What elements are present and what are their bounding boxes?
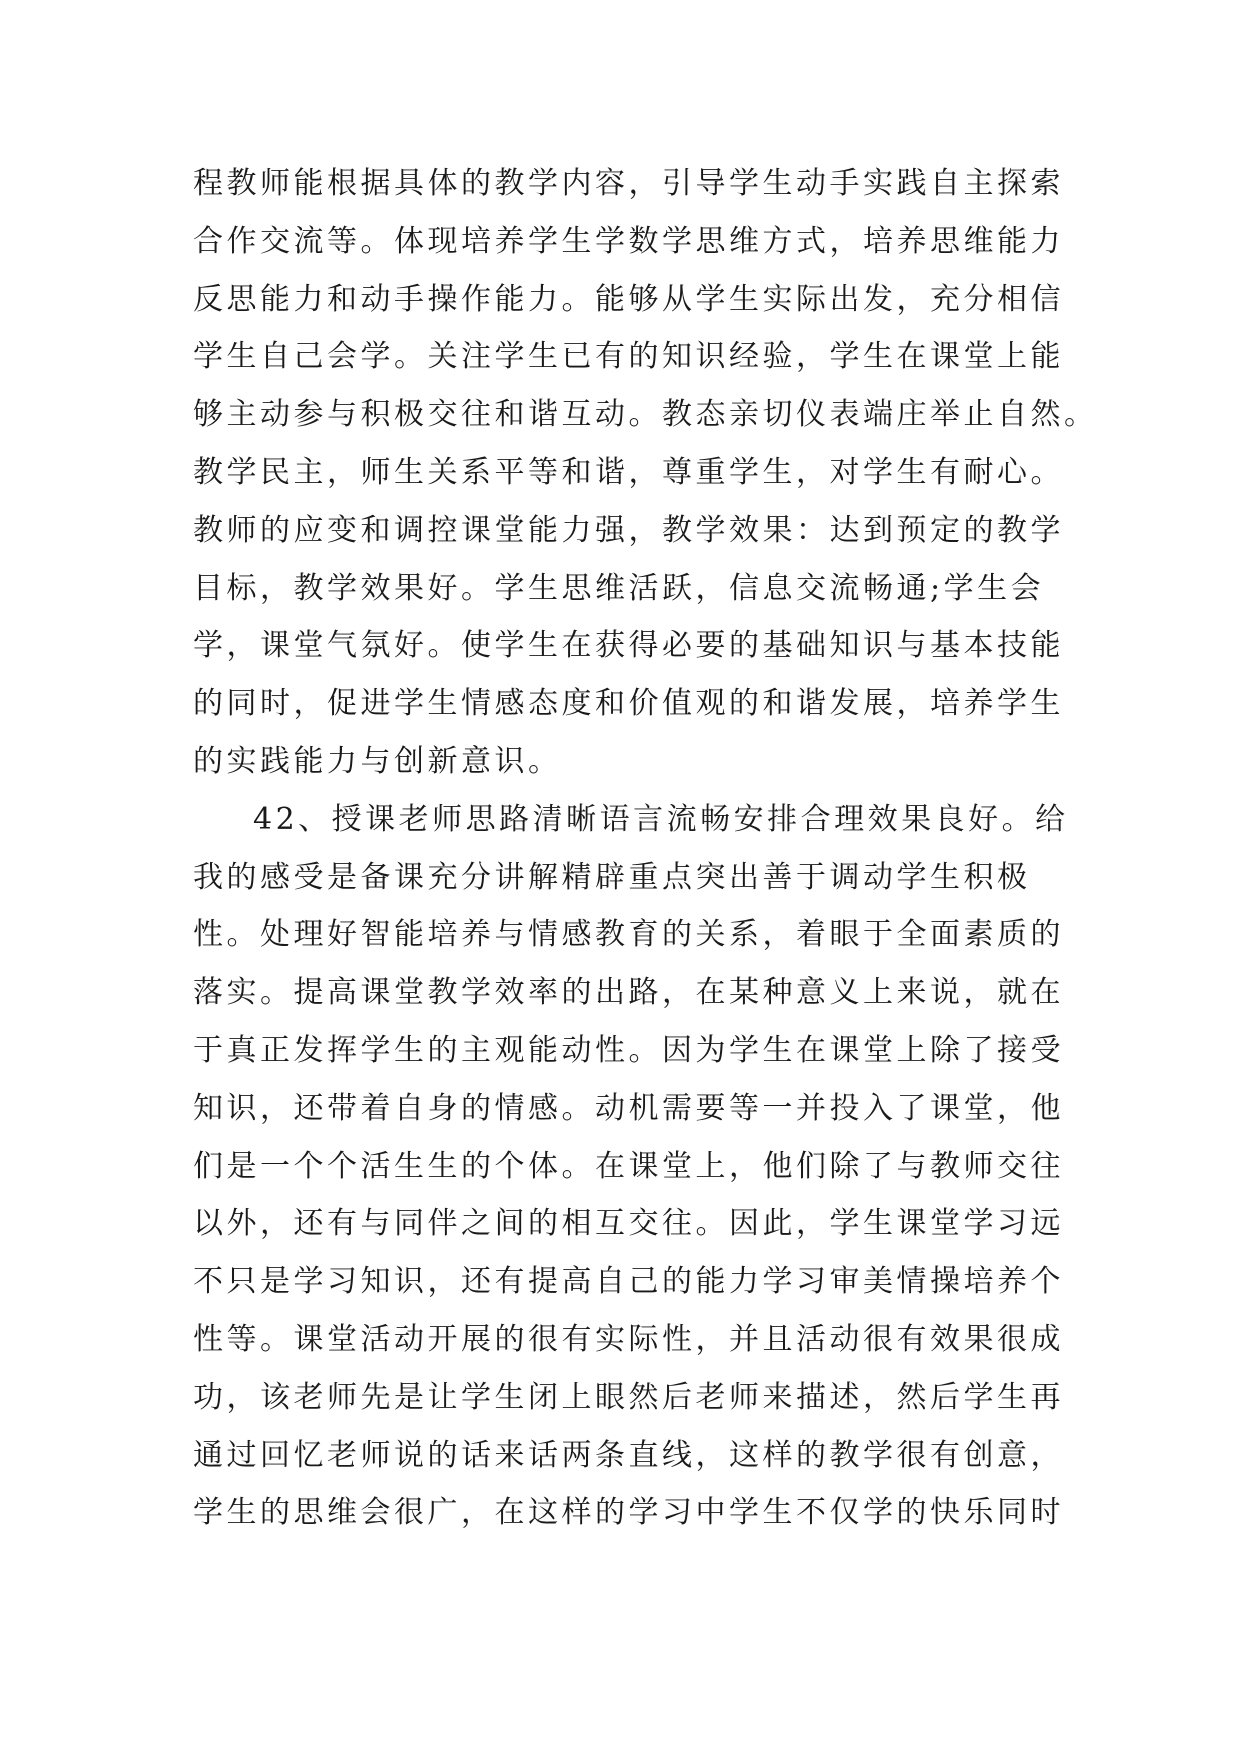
text-line: 目标，教学效果好。学生思维活跃，信息交流畅通;学生会 [193,570,1045,606]
body-text [193,155,1098,1542]
text-line: 教学民主，师生关系平等和谐，尊重学生，对学生有耐心。 [193,454,1064,490]
text-line: 性。处理好智能培养与情感教育的关系，着眼于全面素质的 [193,917,1064,953]
paragraph-start-line: 42、授课老师思路清晰语言流畅安排合理效果良好。给 [253,801,1069,837]
text-line: 性等。课堂活动开展的很有实际性，并且活动很有效果很成 [193,1321,1064,1357]
text-line: 学，课堂气氛好。使学生在获得必要的基础知识与基本技能 [193,628,1064,664]
text-line: 合作交流等。体现培养学生学数学思维方式，培养思维能力 [193,223,1064,259]
text-line: 学生的思维会很广，在这样的学习中学生不仅学的快乐同时 [193,1495,1064,1531]
text-line: 学生自己会学。关注学生已有的知识经验，学生在课堂上能 [193,339,1064,375]
text-line: 教师的应变和调控课堂能力强，教学效果：达到预定的教学 [193,512,1064,548]
text-line: 功，该老师先是让学生闭上眼然后老师来描述，然后学生再 [193,1379,1064,1415]
text-line: 于真正发挥学生的主观能动性。因为学生在课堂上除了接受 [193,1032,1064,1068]
text-line: 通过回忆老师说的话来话两条直线，这样的教学很有创意， [193,1437,1064,1473]
text-line: 知识，还带着自身的情感。动机需要等一并投入了课堂，他 [193,1090,1064,1126]
text-line: 的实践能力与创新意识。 [193,743,562,779]
text-line: 不只是学习知识，还有提高自己的能力学习审美情操培养个 [193,1264,1064,1300]
text-line: 的同时，促进学生情感态度和价值观的和谐发展，培养学生 [193,686,1064,722]
text-line: 以外，还有与同伴之间的相互交往。因此，学生课堂学习远 [193,1206,1064,1242]
text-line: 我的感受是备课充分讲解精辟重点突出善于调动学生积极 [193,859,1031,895]
text-line: 反思能力和动手操作能力。能够从学生实际出发，充分相信 [193,281,1064,317]
text-line: 够主动参与积极交往和谐互动。教态亲切仪表端庄举止自然。 [193,397,1098,433]
text-line: 落实。提高课堂教学效率的出路，在某种意义上来说，就在 [193,975,1064,1011]
text-line: 们是一个个活生生的个体。在课堂上，他们除了与教师交往 [193,1148,1064,1184]
text-line: 程教师能根据具体的教学内容，引导学生动手实践自主探索 [193,166,1064,201]
